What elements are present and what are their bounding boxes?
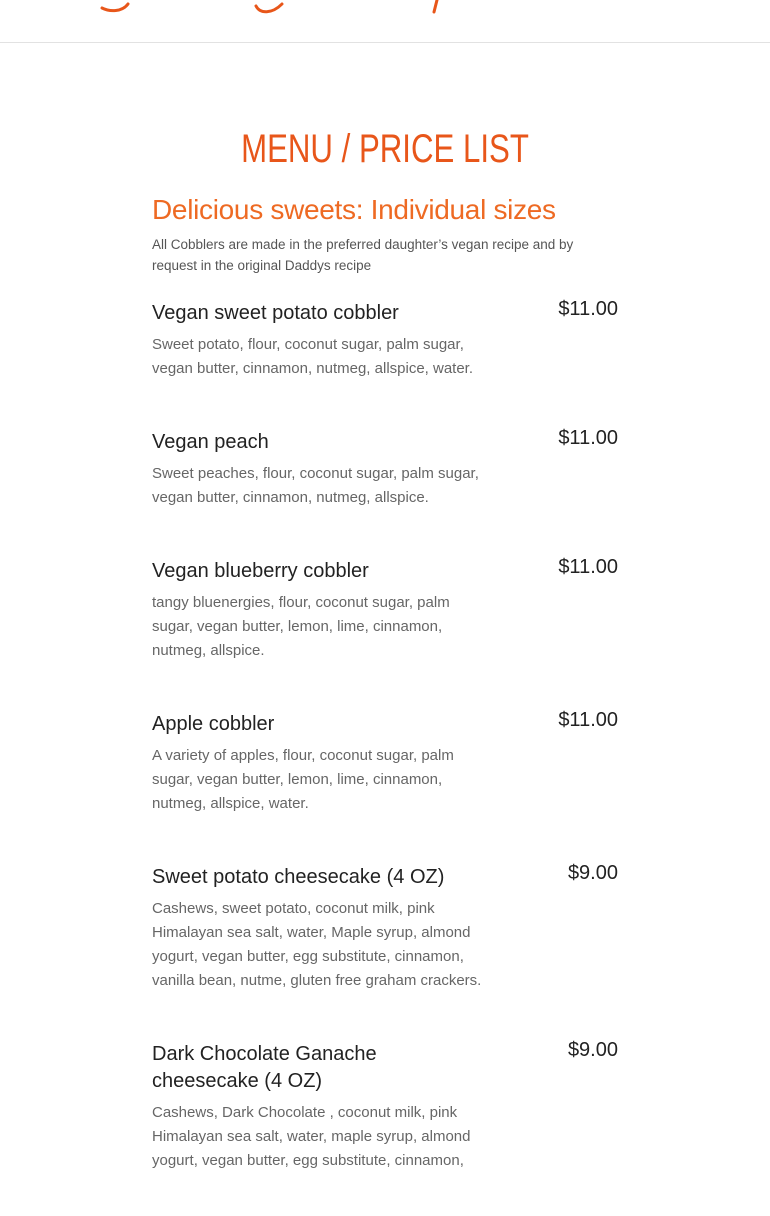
item-description: Sweet potato, flour, coconut sugar, palm sugar, vegan butter, cinnamon, nutmeg, allspice, water.: [152, 336, 474, 377]
item-description: Cashews, Dark Chocolate , coconut milk, pink Himalayan sea salt, water, maple syrup, almond yogurt, vegan butter, egg substitute, cinnamon,: [152, 1104, 471, 1169]
item-name: Vegan sweet potato cobbler: [152, 302, 399, 324]
item-name: Sweet potato cheesecake (4 OZ): [152, 866, 445, 888]
item-price: $11.00: [558, 709, 618, 731]
menu-item: [152, 300, 618, 381]
section-title: Delicious sweets: Individual sizes: [152, 194, 556, 225]
item-description: tangy bluenergies, flour, coconut sugar, palm sugar, vegan butter, lemon, lime, cinnamon, nutmeg, allspice.: [152, 594, 450, 659]
menu-item: [152, 429, 618, 510]
item-description: Cashews, sweet potato, coconut milk, pink Himalayan sea salt, water, Maple syrup, almond yogurt, vegan butter, egg substitute, cinnamon, vanilla bean, nutme, gluten free graham crackers.: [152, 900, 482, 989]
item-name: Apple cobbler: [152, 713, 275, 735]
item-price: $9.00: [567, 862, 618, 884]
menu-item: [152, 864, 618, 993]
menu-item: [152, 1041, 618, 1173]
item-name: Vegan blueberry cobbler: [152, 560, 369, 582]
item-name: Vegan peach: [152, 431, 269, 453]
section-note: All Cobblers are made in the preferred daughter’s vegan recipe and by request in the original Daddys recipe: [152, 237, 574, 273]
item-name: Dark Chocolate Ganache cheesecake (4 OZ): [152, 1043, 377, 1092]
menu-item: [152, 558, 618, 663]
menu-item: [152, 711, 618, 816]
item-price: $11.00: [558, 298, 618, 320]
script-logo[interactable]: [100, 0, 460, 16]
page-title: MENU / PRICE LIST: [241, 126, 529, 171]
item-price: $9.00: [567, 1039, 618, 1061]
item-price: $11.00: [558, 427, 618, 449]
item-description: Sweet peaches, flour, coconut sugar, palm sugar, vegan butter, cinnamon, nutmeg, allspice.: [152, 465, 479, 506]
site-header: [0, 0, 770, 43]
item-price: $11.00: [558, 556, 618, 578]
item-description: A variety of apples, flour, coconut sugar, palm sugar, vegan butter, lemon, lime, cinnamon, nutmeg, allspice, water.: [152, 747, 454, 812]
menu-section: [152, 192, 618, 1173]
